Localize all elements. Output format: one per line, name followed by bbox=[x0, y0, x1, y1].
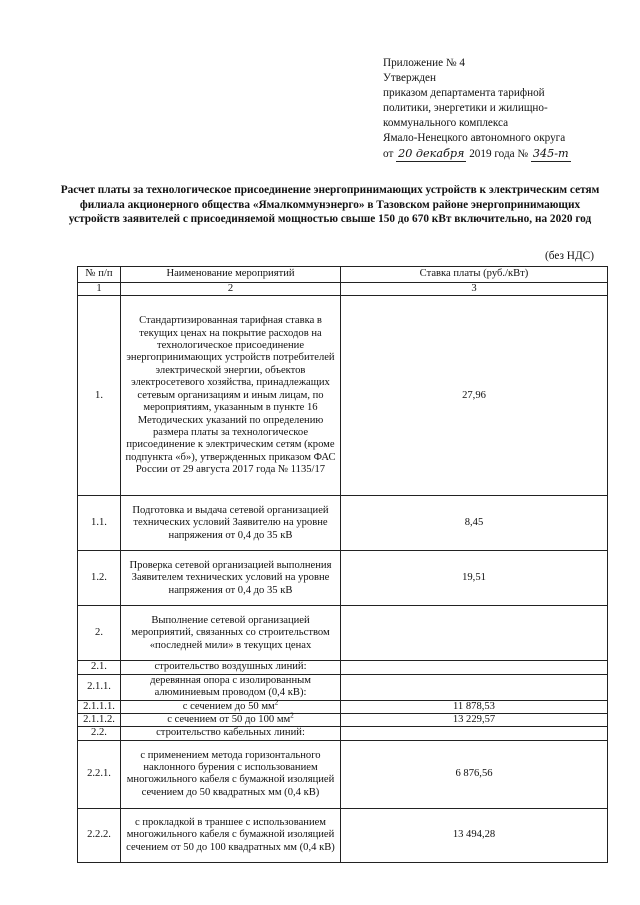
column-number: 2 bbox=[121, 283, 341, 296]
row-rate: 11 878,53 bbox=[341, 700, 608, 713]
table-row bbox=[78, 496, 608, 551]
appendix-label: Приложение № 4 bbox=[383, 57, 465, 69]
row-number: 2.1.1.2. bbox=[78, 714, 121, 727]
header-rate: Ставка платы (руб./кВт) bbox=[341, 267, 608, 283]
superscript: 2 bbox=[274, 698, 279, 707]
row-name: строительство кабельных линий: bbox=[121, 727, 341, 740]
row-rate bbox=[341, 674, 608, 700]
header-name: Наименование мероприятий bbox=[121, 267, 341, 283]
header-number: № п/п bbox=[78, 267, 121, 283]
row-name-cell bbox=[121, 711, 341, 727]
row-number: 1.1. bbox=[78, 496, 121, 551]
row-number: 1. bbox=[78, 296, 121, 496]
row-name: Проверка сетевой организацией выполнения Заявителем технических условий на уровне напряжения от 0,4 до 35 кВ bbox=[121, 551, 341, 606]
approval-order-line: политики, энергетики и жилищно- bbox=[383, 102, 548, 114]
table-row bbox=[78, 661, 608, 674]
row-name: с прокладкой в траншее с использованием многожильного кабеля с бумажной изоляцией сечением от 50 до 100 квадратных мм (0,4 кВ) bbox=[121, 808, 341, 862]
handwritten-order-number: 345-т bbox=[532, 147, 569, 160]
date-prefix: от bbox=[383, 148, 394, 160]
row-number: 2.2. bbox=[78, 727, 121, 740]
row-rate: 13 494,28 bbox=[341, 808, 608, 862]
row-rate bbox=[341, 606, 608, 661]
row-number: 2.1. bbox=[78, 661, 121, 674]
superscript: 2 bbox=[290, 711, 294, 720]
table-row bbox=[78, 700, 608, 713]
row-name: Стандартизированная тарифная ставка в текущих ценах на покрытие расходов на технологическое присоединение энергопринимающих устройств потребителей электрической энергии, объектов электросетевого хозяйства, принадлежащих сетевым организациям и иным лицам, по мероприятиям, указанным в пункте 16 Методических указаний по определению размера платы за технологическое присоединение к электрическим сетям (кроме подпункта «б»), утвержденных приказом ФАС России от 29 августа 2017 года № 1135/17 bbox=[121, 296, 341, 496]
row-name: с применением метода горизонтального наклонного бурения с использованием многожильного кабеля с бумажной изоляцией сечением до 50 квадратных мм (0,4 кВ) bbox=[121, 740, 341, 808]
approval-order-line: Ямало-Ненецкого автономного округа bbox=[383, 132, 566, 144]
document-title: Расчет платы за технологическое присоединение энергопринимающих устройств к электрическим сетям филиала акционерного общества «Ямалкоммунэнерго» в Тазовском районе энергопринимающих устройств заявителей с присоединяемой мощностью свыше 150 до 670 кВт включительно, на 2020 год bbox=[60, 184, 600, 225]
row-name: Подготовка и выдача сетевой организацией технических условий Заявителю на уровне напряжения от 0,4 до 35 кВ bbox=[121, 496, 341, 551]
table-row bbox=[78, 740, 608, 808]
row-number: 2.1.1. bbox=[78, 674, 121, 700]
table-row bbox=[78, 674, 608, 700]
table-row bbox=[78, 714, 608, 727]
column-number: 3 bbox=[341, 283, 608, 296]
approval-order-line: приказом департамента тарифной bbox=[383, 87, 545, 99]
column-number: 1 bbox=[78, 283, 121, 296]
row-number: 1.2. bbox=[78, 551, 121, 606]
row-number: 2.1.1.1. bbox=[78, 700, 121, 713]
row-rate: 8,45 bbox=[341, 496, 608, 551]
row-rate bbox=[341, 727, 608, 740]
rates-table bbox=[77, 266, 608, 863]
row-name: с сечением от 50 до 100 мм bbox=[167, 714, 291, 726]
table-row bbox=[78, 808, 608, 862]
row-number: 2. bbox=[78, 606, 121, 661]
row-name: Выполнение сетевой организацией мероприятий, связанных со строительством «последней мили» в текущих ценах bbox=[121, 606, 341, 661]
approval-date-line bbox=[383, 146, 628, 162]
table-row bbox=[78, 551, 608, 606]
table-row bbox=[78, 606, 608, 661]
row-rate: 19,51 bbox=[341, 551, 608, 606]
table-header-row bbox=[78, 267, 608, 283]
row-name: с сечением до 50 мм bbox=[182, 700, 275, 712]
row-rate: 13 229,57 bbox=[341, 714, 608, 727]
approval-block bbox=[383, 56, 628, 162]
vat-note: (без НДС) bbox=[545, 250, 594, 262]
row-number: 2.2.1. bbox=[78, 740, 121, 808]
table-row bbox=[78, 296, 608, 496]
approval-order-line: коммунального комплекса bbox=[383, 117, 509, 129]
row-number: 2.2.2. bbox=[78, 808, 121, 862]
row-name: строительство воздушных линий: bbox=[121, 661, 341, 674]
row-rate: 27,96 bbox=[341, 296, 608, 496]
row-name-cell bbox=[121, 700, 341, 713]
handwritten-date: 20 декабря bbox=[398, 147, 465, 160]
row-rate bbox=[341, 661, 608, 674]
row-rate: 6 876,56 bbox=[341, 740, 608, 808]
row-name: деревянная опора с изолированным алюминиевым проводом (0,4 кВ): bbox=[121, 674, 341, 700]
year-text: 2019 года № bbox=[469, 148, 529, 160]
table-row bbox=[78, 727, 608, 740]
column-number-row bbox=[78, 283, 608, 296]
approved-label: Утвержден bbox=[383, 72, 436, 84]
